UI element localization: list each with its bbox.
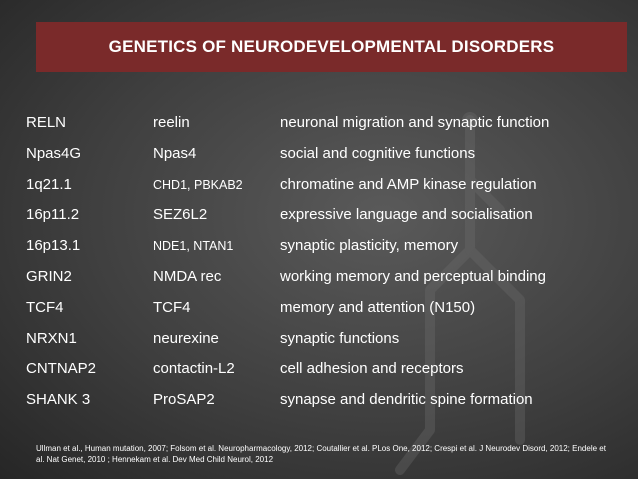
function-cell: expressive language and socialisation bbox=[280, 206, 533, 224]
table-row bbox=[26, 206, 626, 237]
protein-cell: neurexine bbox=[153, 329, 219, 347]
references bbox=[36, 443, 616, 465]
table-row bbox=[26, 268, 626, 299]
protein-cell: reelin bbox=[153, 114, 190, 131]
protein-cell: NMDA rec bbox=[153, 267, 222, 285]
protein-cell: CHD1, PBKAB2 bbox=[153, 177, 243, 192]
function-cell: neuronal migration and synaptic function bbox=[280, 114, 550, 131]
table-row bbox=[26, 176, 626, 207]
protein-cell: TCF4 bbox=[153, 298, 191, 316]
gene-cell: 16p13.1 bbox=[26, 237, 81, 255]
function-cell: social and cognitive functions bbox=[280, 144, 476, 162]
gene-cell: CNTNAP2 bbox=[26, 360, 97, 378]
gene-cell: RELN bbox=[26, 114, 67, 131]
function-cell: working memory and perceptual binding bbox=[280, 267, 546, 285]
gene-table bbox=[26, 114, 626, 422]
gene-cell: Npas4G bbox=[26, 144, 82, 162]
table-row bbox=[26, 145, 626, 176]
slide-title: GENETICS OF NEURODEVELOPMENTAL DISORDERS bbox=[108, 37, 555, 56]
title-bar bbox=[36, 22, 627, 72]
references-line: Ullman et al., Human mutation, 2007; Folsom et al. Neuropharmacology, 2012; Coutallier et al. PLos One, 2012; Crespi et al. J Neurodev Disord, 2012; Endele et bbox=[36, 444, 606, 453]
protein-cell: SEZ6L2 bbox=[153, 206, 208, 224]
function-cell: synaptic functions bbox=[280, 329, 400, 347]
table-row bbox=[26, 299, 626, 330]
gene-cell: 1q21.1 bbox=[26, 175, 72, 193]
gene-cell: GRIN2 bbox=[26, 267, 72, 285]
table-row bbox=[26, 114, 626, 145]
table-row bbox=[26, 237, 626, 268]
protein-cell: ProSAP2 bbox=[153, 391, 215, 409]
protein-cell: contactin-L2 bbox=[153, 360, 235, 378]
function-cell: chromatine and AMP kinase regulation bbox=[280, 175, 537, 193]
function-cell: synaptic plasticity, memory bbox=[280, 237, 459, 255]
gene-cell: 16p11.2 bbox=[26, 206, 80, 224]
function-cell: synapse and dendritic spine formation bbox=[280, 391, 533, 409]
gene-cell: NRXN1 bbox=[26, 329, 77, 347]
function-cell: memory and attention (N150) bbox=[280, 298, 476, 316]
references-line: al. Nat Genet, 2010 ; Hennekam et al. Dev Med Child Neurol, 2012 bbox=[36, 455, 274, 464]
protein-cell: Npas4 bbox=[153, 144, 197, 162]
protein-cell: NDE1, NTAN1 bbox=[153, 239, 234, 254]
gene-cell: SHANK 3 bbox=[26, 391, 91, 409]
table-row bbox=[26, 330, 626, 361]
table-row bbox=[26, 360, 626, 391]
gene-cell: TCF4 bbox=[26, 298, 64, 316]
table-row bbox=[26, 391, 626, 422]
function-cell: cell adhesion and receptors bbox=[280, 360, 464, 378]
